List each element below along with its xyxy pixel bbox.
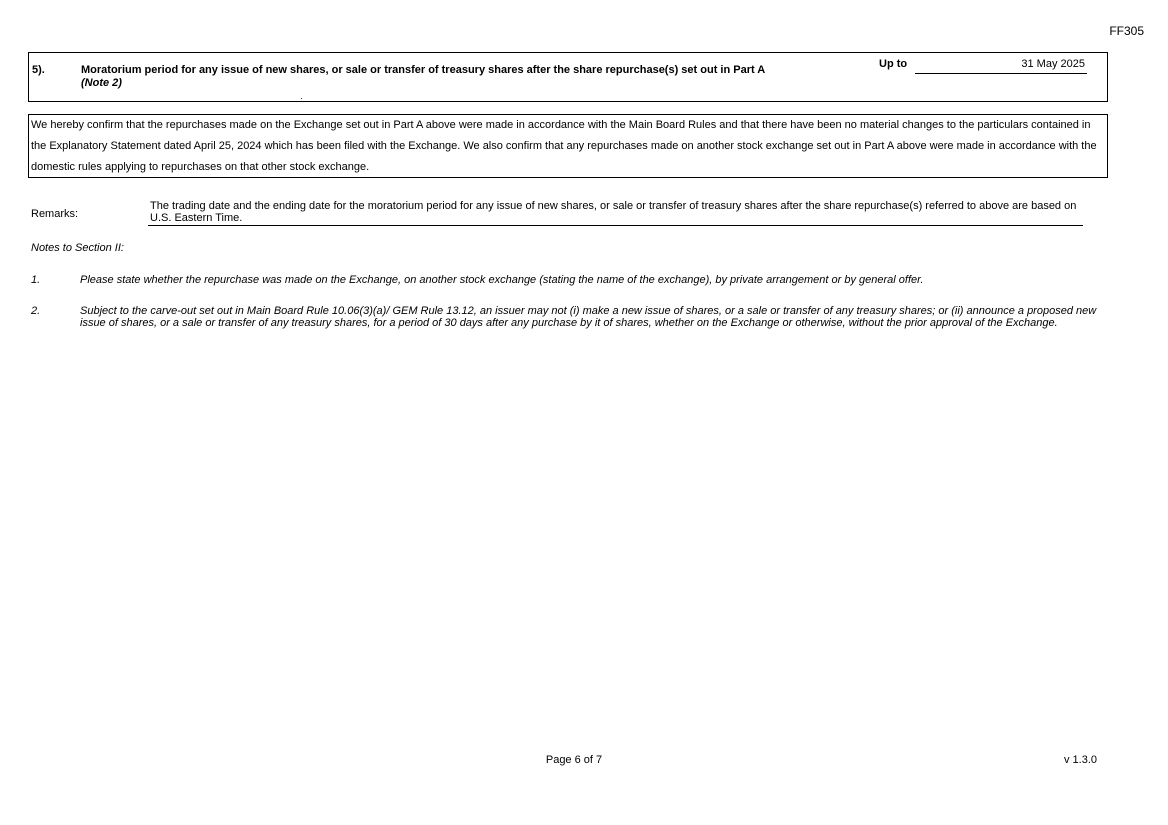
confirmation-statement: We hereby confirm that the repurchases made on the Exchange set out in Part A above were made in accordance with the Main Board Rules and that there have been no material changes to the particulars contained in the Explanatory Statement dated April 25, 2024 which has been filed with the Exchange. We also confirm that any repurchases made on another stock exchange set out in Part A above were made in accordance with the domestic rules applying to repurchases on that other stock exchange. bbox=[28, 114, 1108, 178]
section-note-ref: (Note 2) bbox=[81, 77, 122, 89]
note-text: Subject to the carve-out set out in Main Board Rule 10.06(3)(a)/ GEM Rule 13.12, an issuer may not (i) make a new issue of shares, or a sale or transfer of any treasury shares; or (ii) announce a proposed new issue of shares, or a sale or transfer of any treasury shares, for a period of 30 days after any purchase by it of shares, whether on the Exchange or otherwise, without the prior approval of the Exchange. bbox=[80, 305, 1097, 329]
form-code: FF305 bbox=[1109, 24, 1144, 38]
page-number: Page 6 of 7 bbox=[545, 754, 603, 766]
section-title bbox=[81, 64, 765, 90]
moratorium-section bbox=[28, 52, 1108, 102]
remarks-field[interactable]: The trading date and the ending date for the moratorium period for any issue of new shares, or sale or transfer of treasury shares after the share repurchase(s) referred to above are based on U.S. Eastern Time. bbox=[148, 200, 1083, 226]
note-text: Please state whether the repurchase was made on the Exchange, on another stock exchange (stating the name of the exchange), by private arrangement or by general offer. bbox=[80, 274, 924, 286]
remarks-label: Remarks: bbox=[31, 208, 79, 220]
note-number: 2. bbox=[31, 305, 41, 317]
stray-dot bbox=[301, 98, 302, 99]
version-label: v 1.3.0 bbox=[1063, 754, 1097, 766]
section-number: 5). bbox=[32, 64, 45, 76]
notes-heading: Notes to Section II: bbox=[31, 242, 124, 254]
section-title-text: Moratorium period for any issue of new shares, or sale or transfer of treasury shares after the share repurchase(s) set out in Part A bbox=[81, 64, 766, 76]
note-number: 1. bbox=[31, 274, 41, 286]
up-to-label: Up to bbox=[879, 58, 908, 70]
moratorium-end-date-field[interactable]: 31 May 2025 bbox=[915, 57, 1087, 74]
